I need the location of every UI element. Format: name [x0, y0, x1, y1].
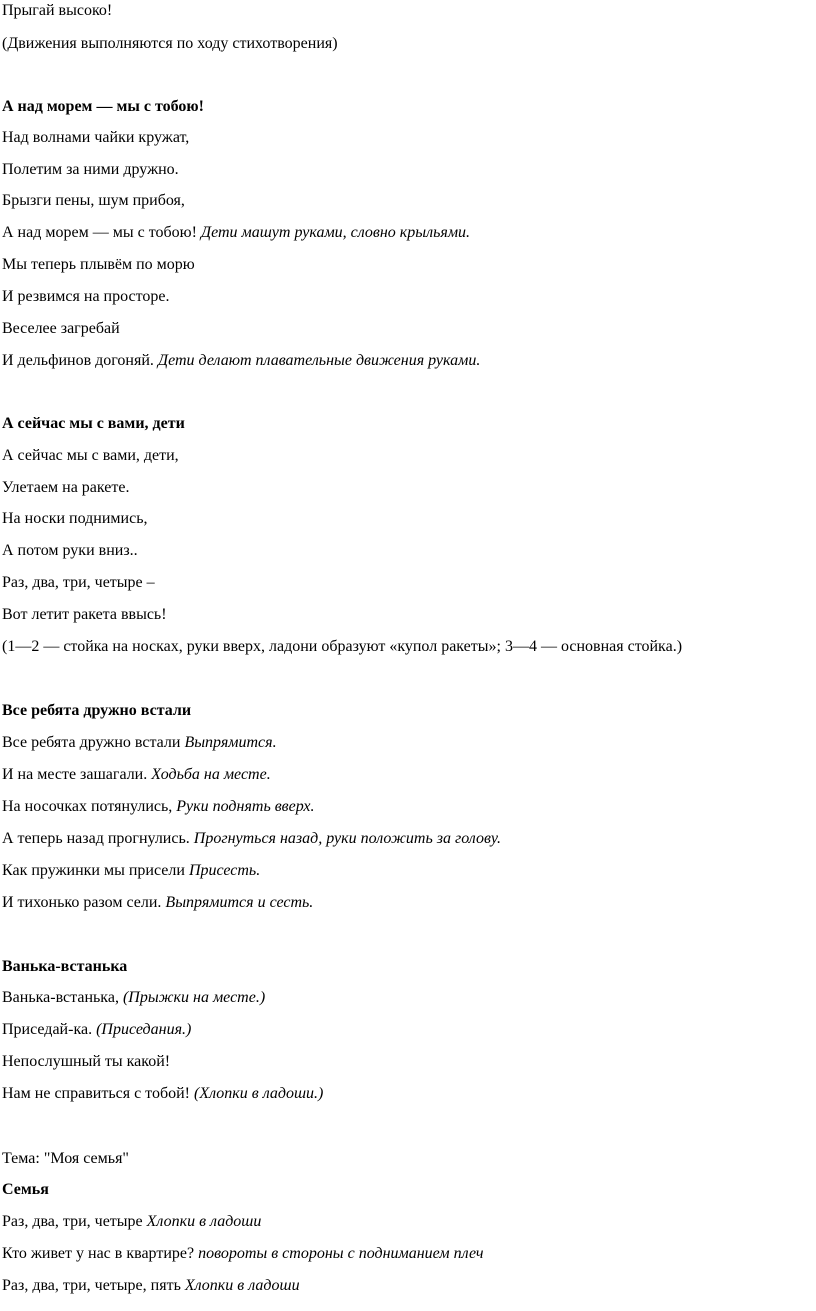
movement-instruction: Хлопки в ладоши: [184, 1277, 300, 1294]
poem-line: И резвимся на просторе.: [2, 288, 170, 305]
poem-line: И дельфинов догоняй. Дети делают плавательные движения руками.: [2, 352, 481, 369]
movement-instruction: Выпрямится.: [184, 734, 277, 751]
poem-line: Раз, два, три, четыре –: [2, 574, 155, 591]
poem-line: А потом руки вниз..: [2, 542, 138, 559]
movement-instruction: Хлопки в ладоши: [146, 1213, 262, 1230]
section-heading: Все ребята дружно встали: [2, 702, 192, 719]
poem-line: Нам не справиться с тобой! (Хлопки в ладоши.): [2, 1085, 324, 1102]
section-heading: Семья: [2, 1181, 49, 1198]
poem-line: Мы теперь плывём по морю: [2, 256, 195, 273]
poem-line: Над волнами чайки кружат,: [2, 129, 190, 146]
poem-line: Непослушный ты какой!: [2, 1053, 171, 1070]
movement-instruction: Руки поднять вверх.: [176, 798, 315, 815]
poem-line: Вот летит ракета ввысь!: [2, 606, 167, 623]
poem-line: А над морем — мы с тобою! Дети машут руками, словно крыльями.: [2, 224, 471, 241]
poem-line: Полетим за ними дружно.: [2, 161, 179, 178]
movement-instruction: (Хлопки в ладоши.): [194, 1085, 324, 1102]
movement-instruction: Выпрямится и сесть.: [165, 894, 314, 911]
poem-line: И на месте зашагали. Ходьба на месте.: [2, 766, 271, 783]
intro-note: (Движения выполняются по ходу стихотворения): [2, 35, 338, 52]
movement-instruction: (Прыжки на месте.): [122, 989, 266, 1006]
poem-line: Ванька-встанька, (Прыжки на месте.): [2, 989, 266, 1006]
theme-label: Тема: "Моя семья": [2, 1150, 129, 1167]
section-heading: Ванька-встанька: [2, 958, 128, 975]
intro-title: Прыгай высоко!: [2, 2, 113, 19]
poem-line: Приседай-ка. (Приседания.): [2, 1021, 192, 1038]
poem-line: А теперь назад прогнулись. Прогнуться назад, руки положить за голову.: [2, 830, 502, 847]
poem-line: Брызги пены, шум прибоя,: [2, 192, 185, 209]
movement-instruction: Дети делают плавательные движения руками.: [157, 352, 481, 369]
movement-instruction: Ходьба на месте.: [151, 766, 271, 783]
poem-line: На носки поднимись,: [2, 510, 148, 527]
poem-line: Улетаем на ракете.: [2, 479, 130, 496]
movement-instruction: Дети машут руками, словно крыльями.: [200, 224, 471, 241]
poem-line: Веселее загребай: [2, 320, 120, 337]
movement-instruction: Присесть.: [188, 862, 261, 879]
poem-line: Раз, два, три, четыре Хлопки в ладоши: [2, 1213, 262, 1230]
section-heading: А сейчас мы с вами, дети: [2, 415, 185, 432]
movement-note: (1—2 — стойка на носках, руки вверх, ладони образуют «купол ракеты»; 3—4 — основная стойка.): [2, 638, 683, 655]
poem-line: Как пружинки мы присели Присесть.: [2, 862, 261, 879]
movement-instruction: повороты в стороны с подниманием плеч: [198, 1245, 484, 1262]
poem-line: А сейчас мы с вами, дети,: [2, 447, 179, 464]
poem-line: На носочках потянулись, Руки поднять вверх.: [2, 798, 315, 815]
poem-line: Раз, два, три, четыре, пять Хлопки в ладоши: [2, 1277, 300, 1294]
movement-instruction: (Приседания.): [96, 1021, 192, 1038]
movement-instruction: Прогнуться назад, руки положить за голову.: [193, 830, 502, 847]
section-heading: А над морем — мы с тобою!: [2, 98, 204, 115]
poem-line: Все ребята дружно встали Выпрямится.: [2, 734, 277, 751]
poem-line: Кто живет у нас в квартире? повороты в стороны с подниманием плеч: [2, 1245, 484, 1262]
poem-line: И тихонько разом сели. Выпрямится и сесть.: [2, 894, 314, 911]
